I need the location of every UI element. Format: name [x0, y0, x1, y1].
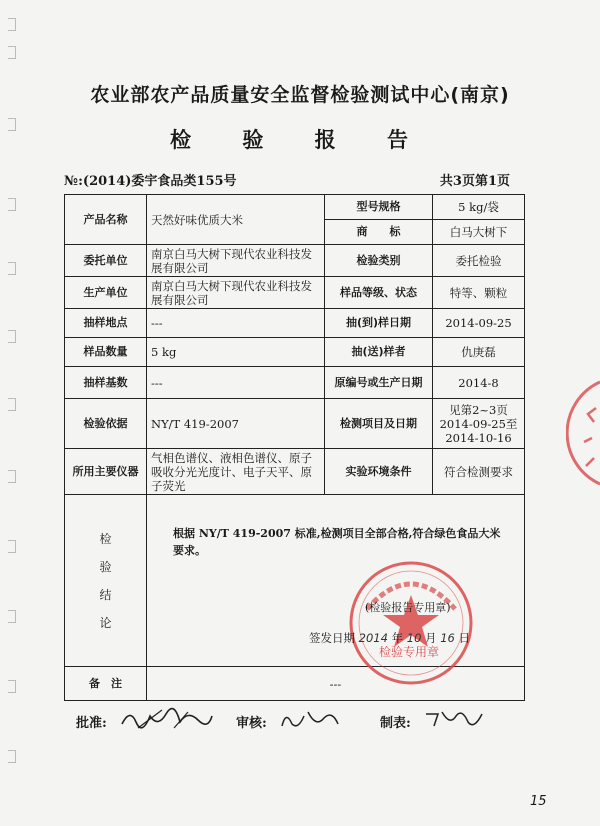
page-count: 共3页第1页	[439, 174, 510, 189]
review-signature-icon	[278, 706, 342, 732]
producer-value: 南京白马大树下现代农业科技发展有限公司	[147, 277, 325, 309]
prepare-signature-icon	[422, 706, 486, 732]
binding-mark	[8, 470, 16, 483]
binding-mark	[8, 540, 16, 553]
trademark-value: 白马大树下	[433, 220, 525, 245]
table-row	[65, 449, 525, 495]
stamp-caption: (检验报告专用章)	[365, 601, 451, 614]
sampling-base-value: ---	[147, 367, 325, 399]
conclusion-label-char: 验	[99, 559, 112, 574]
binding-mark	[8, 398, 16, 411]
sign-day: 16	[440, 631, 455, 645]
producer-label: 生产单位	[65, 277, 147, 309]
product-name-value: 天然好味优质大米	[147, 195, 325, 245]
basis-label: 检验依据	[65, 399, 147, 449]
sign-month: 10	[406, 631, 422, 645]
table-row	[65, 399, 525, 449]
sampling-site-value: ---	[147, 309, 325, 338]
trademark-label: 商 标	[325, 220, 433, 245]
orig-no-label: 原编号或生产日期	[325, 367, 433, 399]
remarks-label: 备 注	[65, 667, 147, 701]
basis-value: NY/T 419-2007	[147, 399, 325, 449]
edge-seal-fragment	[566, 378, 600, 488]
client-value: 南京白马大树下现代农业科技发展有限公司	[147, 245, 325, 277]
inspection-type-label: 检验类别	[325, 245, 433, 277]
table-row	[65, 309, 525, 338]
test-items-label: 检测项目及日期	[325, 399, 433, 449]
binding-mark	[8, 46, 16, 59]
approve-signature-icon	[118, 706, 214, 732]
binding-mark	[8, 610, 16, 623]
review-label: 审核:	[236, 716, 267, 731]
environment-label: 实验环境条件	[325, 449, 433, 495]
page-number: 15	[530, 794, 547, 809]
binding-mark	[8, 18, 16, 31]
prepare-label: 制表:	[380, 716, 411, 731]
sampling-date-value: 2014-09-25	[433, 309, 525, 338]
institution-title: 农业部农产品质量安全监督检验测试中心(南京)	[90, 84, 510, 106]
year-char: 年	[391, 631, 404, 645]
table-row	[65, 338, 525, 367]
sender-value: 仇庚磊	[433, 338, 525, 367]
grade-state-label: 样品等级、状态	[325, 277, 433, 309]
sample-qty-label: 样品数量	[65, 338, 147, 367]
table-row	[65, 367, 525, 399]
orig-no-value: 2014-8	[433, 367, 525, 399]
table-row	[65, 195, 525, 220]
instruments-label: 所用主要仪器	[65, 449, 147, 495]
client-label: 委托单位	[65, 245, 147, 277]
product-name-label: 产品名称	[65, 195, 147, 245]
sampling-site-label: 抽样地点	[65, 309, 147, 338]
sender-label: 抽(送)样者	[325, 338, 433, 367]
grade-state-value: 特等、颗粒	[433, 277, 525, 309]
conclusion-cell	[147, 495, 525, 667]
conclusion-row	[65, 495, 525, 667]
inspection-type-value: 委托检验	[433, 245, 525, 277]
remarks-value: ---	[147, 667, 525, 701]
table-row	[65, 277, 525, 309]
sampling-date-label: 抽(到)样日期	[325, 309, 433, 338]
model-spec-label: 型号规格	[325, 195, 433, 220]
binding-mark	[8, 680, 16, 693]
binding-mark	[8, 750, 16, 763]
sign-date	[309, 631, 470, 645]
environment-value: 符合检测要求	[433, 449, 525, 495]
binding-mark	[8, 198, 16, 211]
conclusion-label	[65, 495, 147, 667]
table-row	[65, 245, 525, 277]
model-spec-value: 5 kg/袋	[433, 195, 525, 220]
report-number: №:(2014)委宇食品类155号	[64, 174, 237, 189]
sampling-base-label: 抽样基数	[65, 367, 147, 399]
official-seal	[347, 559, 475, 687]
report-table	[64, 194, 525, 701]
month-char: 月	[425, 631, 437, 645]
sign-year: 2014	[358, 631, 388, 645]
binding-mark	[8, 330, 16, 343]
approve-label: 批准:	[76, 716, 107, 731]
report-title: 检 验 报 告	[170, 128, 430, 152]
conclusion-label-char: 结	[99, 587, 112, 602]
conclusion-label-char: 检	[99, 531, 112, 546]
day-char: 日	[458, 631, 470, 645]
conclusion-label-char: 论	[99, 615, 112, 630]
seal-text: 检验专用章	[379, 645, 440, 659]
sample-qty-value: 5 kg	[147, 338, 325, 367]
conclusion-text: 根据 NY/T 419-2007 标准,检测项目全部合格,符合绿色食品大米要求。	[173, 527, 501, 557]
binding-mark	[8, 262, 16, 275]
instruments-value: 气相色谱仪、液相色谱仪、原子吸收分光光度计、电子天平、原子荧光	[147, 449, 325, 495]
test-items-value: 见第2~3页 2014-09-25至2014-10-16	[433, 399, 525, 449]
sign-date-label: 签发日期	[309, 631, 355, 645]
